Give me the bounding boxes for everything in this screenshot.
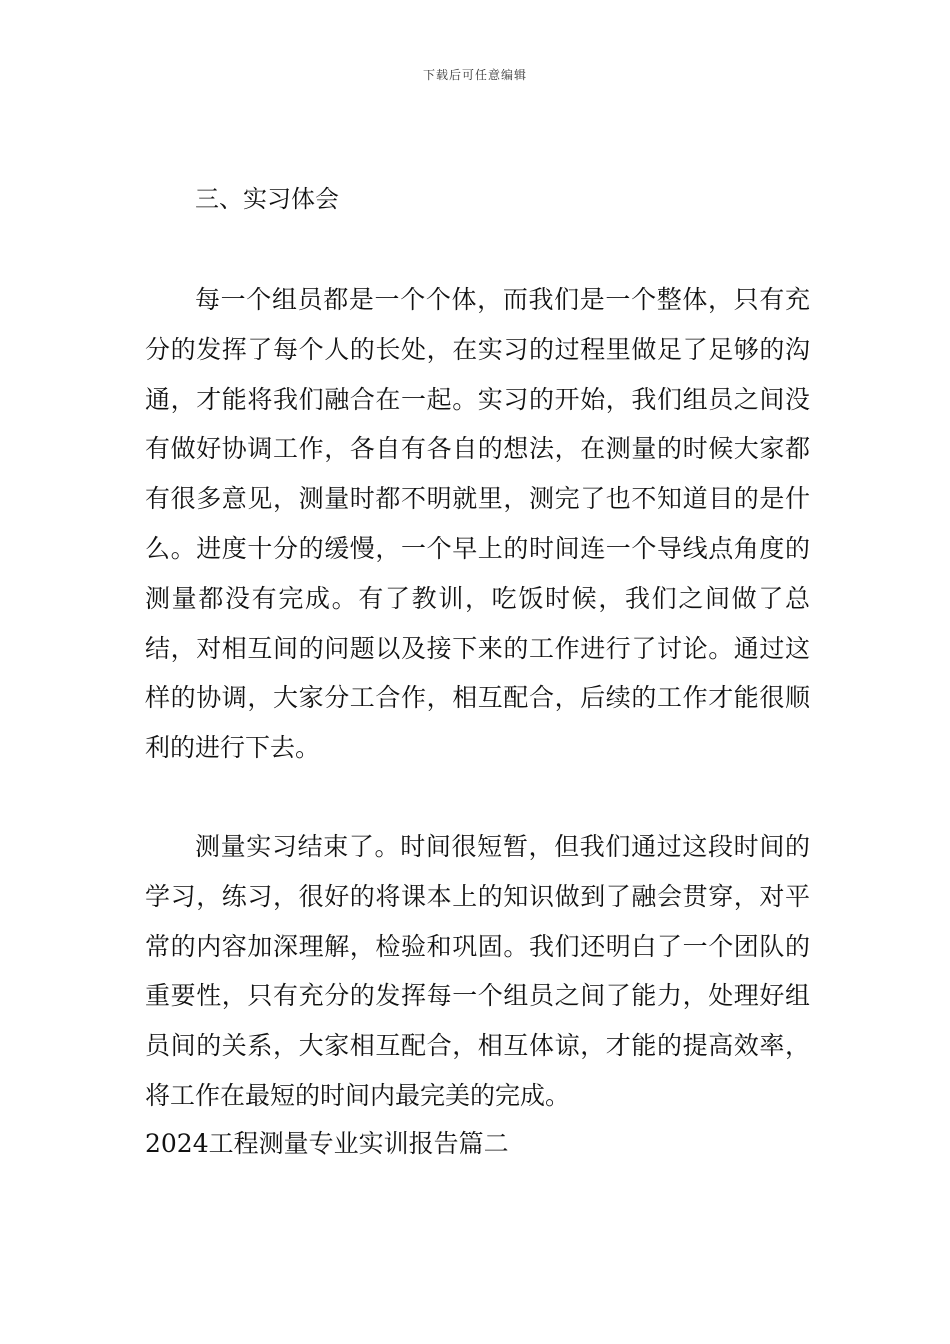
next-report-title: 2024工程测量专业实训报告篇二: [145, 1129, 509, 1158]
body-paragraph: 测量实习结束了。时间很短暂，但我们通过这段时间的学习，练习，很好的将课本上的知识做到了融会贯穿，对平常的内容加深理解，检验和巩固。我们还明白了一个团队的重要性，只有充分的发挥每一个组员之间了能力，处理好组员间的关系，大家相互配合，相互体谅，才能的提高效率，将工作在最短的时间内最完美的完成。: [145, 832, 810, 1110]
section-heading: 三、实习体会: [195, 185, 339, 213]
body-paragraph: 每一个组员都是一个个体，而我们是一个整体，只有充分的发挥了每个人的长处，在实习的过程里做足了足够的沟通，才能将我们融合在一起。实习的开始，我们组员之间没有做好协调工作，各自有各自的想法，在测量的时候大家都有很多意见，测量时都不明就里，测完了也不知道目的是什么。进度十分的缓慢，一个早上的时间连一个导线点角度的测量都没有完成。有了教训，吃饭时候，我们之间做了总结，对相互间的问题以及接下来的工作进行了讨论。通过这样的协调，大家分工合作，相互配合，后续的工作才能很顺利的进行下去。: [145, 285, 810, 763]
header-note: 下载后可任意编辑: [422, 68, 527, 82]
